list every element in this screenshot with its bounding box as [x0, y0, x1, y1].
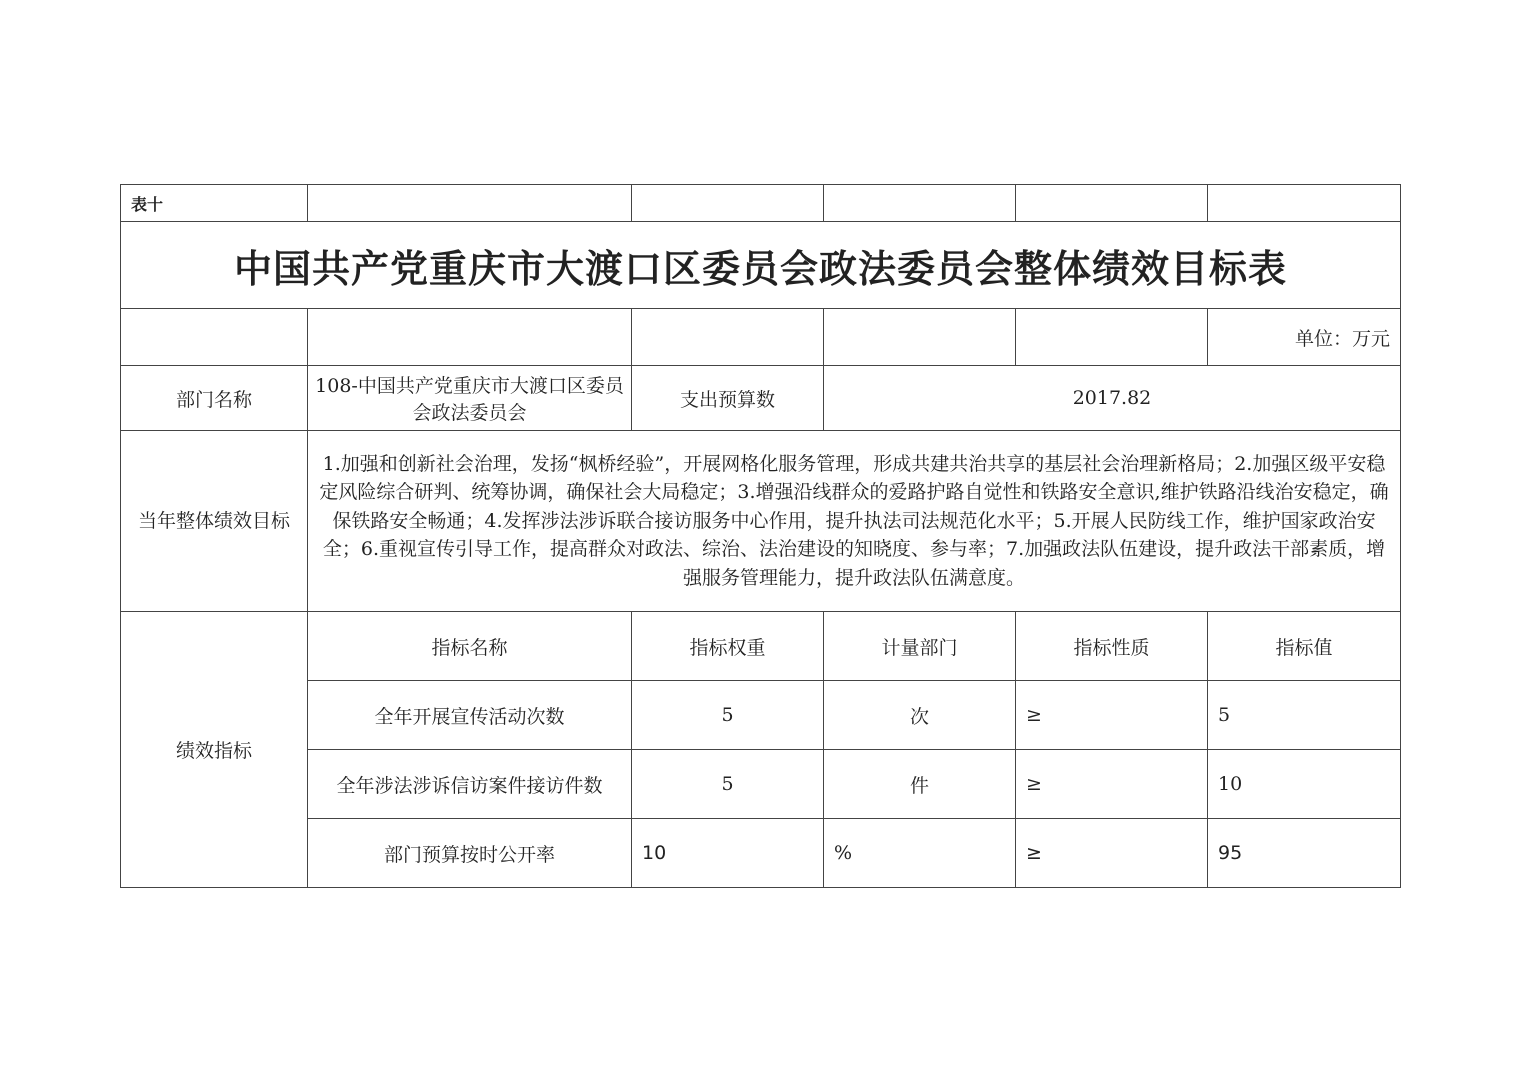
dept-name-label: 部门名称 — [121, 366, 308, 431]
goal-text: 1.加强和创新社会治理，发扬“枫桥经验”，开展网格化服务管理，形成共建共治共享的基层社会治理新格局；2.加强区级平安稳定风险综合研判、统筹协调，确保社会大局稳定；3.增强沿线群众的爱路护路自觉性和铁路安全意识,维护铁路沿线治安稳定，确保铁路安全畅通；4.发挥涉法涉诉联合接访服务中心作用，提升执法司法规范化水平；5.开展人民防线工作，维护国家政治安全；6.重视宣传引导工作，提高群众对政法、综治、法治建设的知晓度、参与率；7.加强政法队伍建设，提升政法干部素质，增强服务管理能力，提升政法队伍满意度。 — [308, 431, 1401, 612]
budget-label: 支出预算数 — [632, 366, 824, 431]
indicator-value: 10 — [1208, 750, 1401, 819]
empty-cell — [632, 309, 824, 366]
goal-row — [121, 431, 1401, 612]
table-tag-row — [121, 185, 1401, 222]
column-header-name: 指标名称 — [308, 612, 632, 681]
indicator-weight: 10 — [632, 819, 824, 888]
empty-cell — [121, 309, 308, 366]
title-row — [121, 222, 1401, 309]
empty-cell — [632, 185, 824, 222]
empty-cell — [1208, 185, 1401, 222]
column-header-weight: 指标权重 — [632, 612, 824, 681]
department-row — [121, 366, 1401, 431]
column-header-unit: 计量部门 — [824, 612, 1016, 681]
unit-row — [121, 309, 1401, 366]
unit-label: 单位：万元 — [1208, 309, 1401, 366]
table-row — [121, 819, 1401, 888]
indicator-value: 95 — [1208, 819, 1401, 888]
performance-target-table — [120, 184, 1401, 888]
indicator-nature: ≥ — [1016, 819, 1208, 888]
indicator-name: 部门预算按时公开率 — [308, 819, 632, 888]
empty-cell — [308, 309, 632, 366]
column-header-nature: 指标性质 — [1016, 612, 1208, 681]
goal-label: 当年整体绩效目标 — [121, 431, 308, 612]
indicator-unit: 件 — [824, 750, 1016, 819]
indicator-name: 全年开展宣传活动次数 — [308, 681, 632, 750]
dept-name-value: 108-中国共产党重庆市大渡口区委员会政法委员会 — [308, 366, 632, 431]
indicator-weight: 5 — [632, 750, 824, 819]
table-tag: 表十 — [121, 185, 308, 222]
indicator-value: 5 — [1208, 681, 1401, 750]
empty-cell — [824, 309, 1016, 366]
indicator-nature: ≥ — [1016, 681, 1208, 750]
indicator-name: 全年涉法涉诉信访案件接访件数 — [308, 750, 632, 819]
indicator-nature: ≥ — [1016, 750, 1208, 819]
empty-cell — [1016, 185, 1208, 222]
table-row — [121, 750, 1401, 819]
empty-cell — [1016, 309, 1208, 366]
page-title: 中国共产党重庆市大渡口区委员会政法委员会整体绩效目标表 — [121, 222, 1401, 309]
indicators-label: 绩效指标 — [121, 612, 308, 888]
indicator-unit: 次 — [824, 681, 1016, 750]
empty-cell — [308, 185, 632, 222]
column-header-value: 指标值 — [1208, 612, 1401, 681]
indicator-weight: 5 — [632, 681, 824, 750]
empty-cell — [824, 185, 1016, 222]
indicator-header-row — [121, 612, 1401, 681]
budget-value: 2017.82 — [824, 366, 1401, 431]
indicator-unit: % — [824, 819, 1016, 888]
table-row — [121, 681, 1401, 750]
